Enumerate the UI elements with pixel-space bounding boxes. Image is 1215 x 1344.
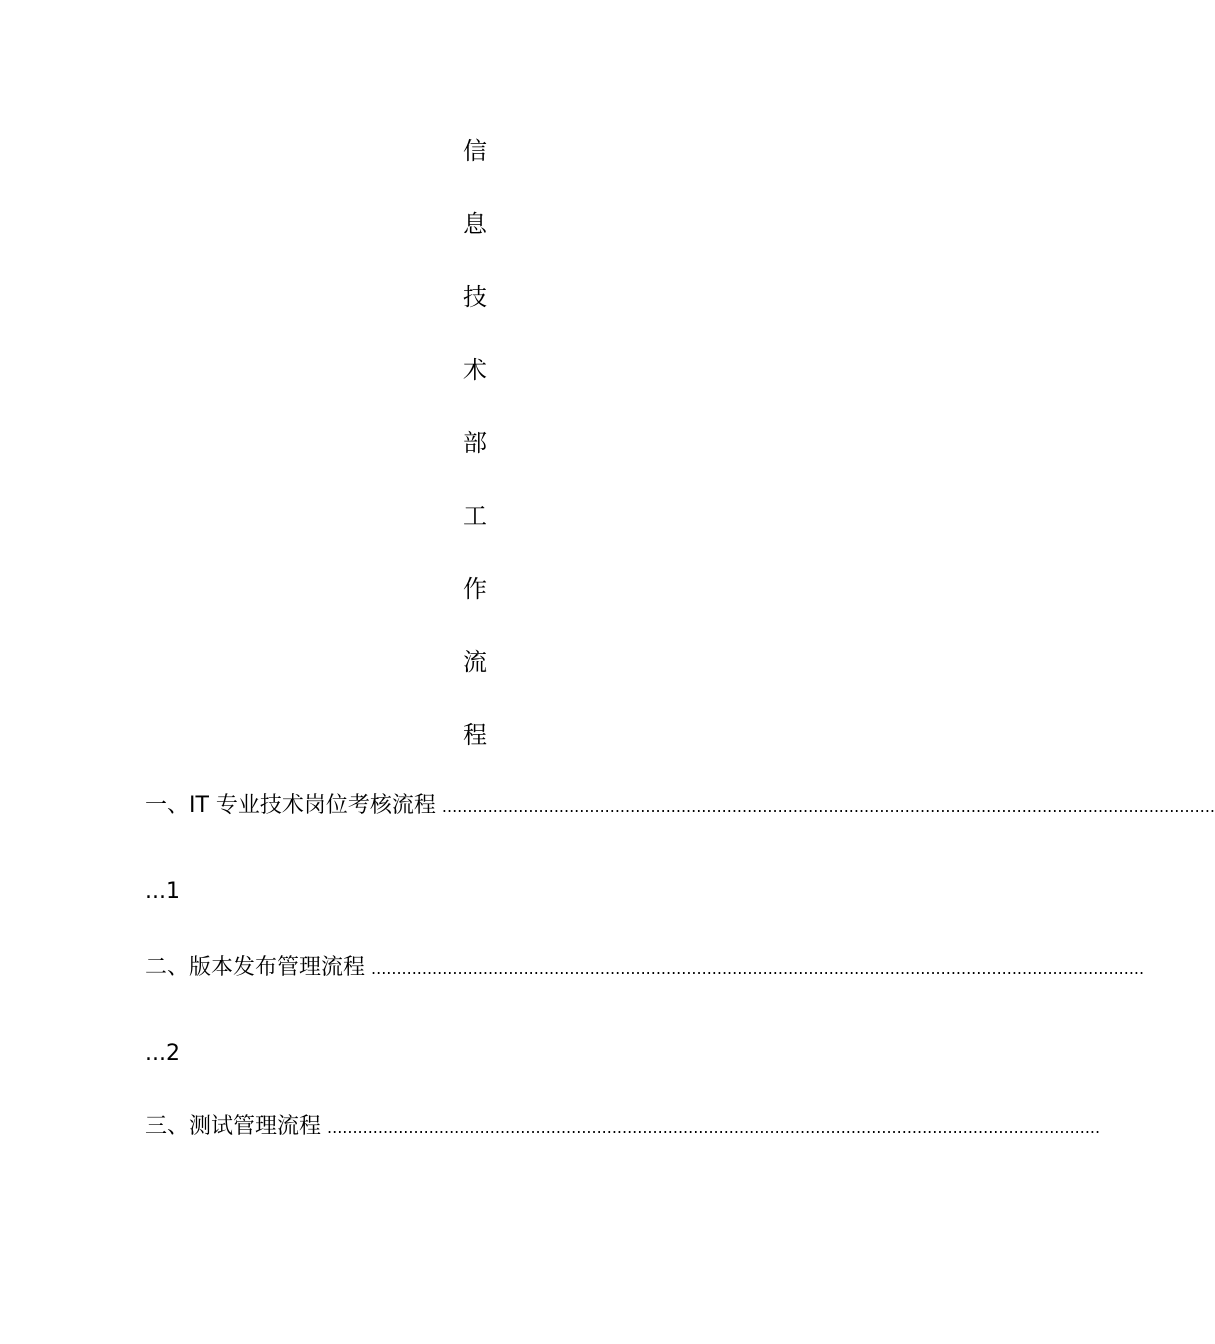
title-char-1: 信	[463, 137, 487, 165]
title-char-3: 技	[463, 283, 487, 311]
title-char-2: 息	[463, 210, 487, 238]
toc-leader-dots: ........................................................................................................................................................	[327, 1118, 1101, 1137]
toc-entry-2-text: 二、版本发布管理流程	[145, 955, 366, 980]
toc-entry-2-page: ...2	[145, 1041, 180, 1066]
title-char-8: 流	[463, 648, 487, 676]
toc-entry-3[interactable]	[145, 1111, 1101, 1143]
toc-entry-1-text: 一、IT 专业技术岗位考核流程	[145, 793, 436, 818]
title-char-5: 部	[463, 429, 487, 457]
toc-entry-1-page: ...1	[145, 879, 180, 904]
toc-entry-1[interactable]	[145, 790, 1215, 822]
title-char-9: 程	[463, 721, 487, 749]
toc-entry-2[interactable]	[145, 952, 1145, 984]
title-char-4: 术	[463, 356, 487, 384]
toc-leader-dots: ........................................................................................................................................................	[441, 797, 1215, 816]
title-char-7: 作	[463, 575, 487, 603]
title-char-6: 工	[463, 502, 487, 530]
toc-entry-3-text: 三、测试管理流程	[145, 1114, 322, 1139]
toc-leader-dots: ........................................................................................................................................................	[371, 959, 1145, 978]
